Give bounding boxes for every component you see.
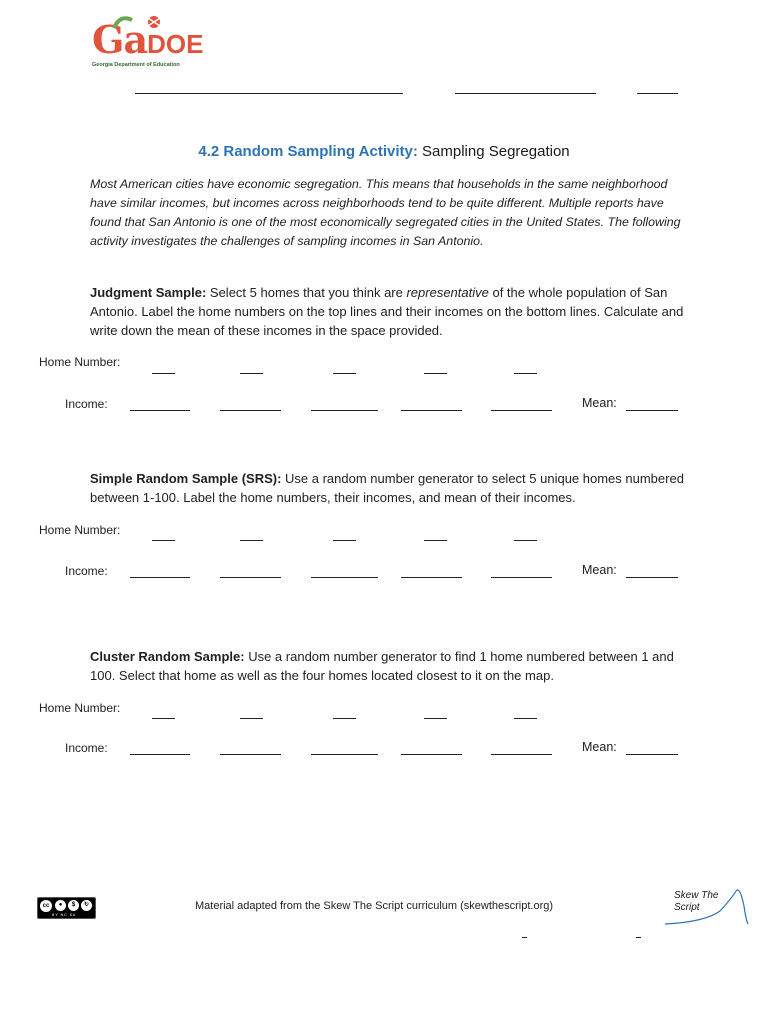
cc-license-text: BY NC SA (52, 913, 77, 917)
income-label: Income: (65, 564, 108, 578)
intro-paragraph: Most American cities have economic segregation. This means that households in the same neighborhood have similar incomes, but incomes across neighborhoods tend to be quite different. Multiple reports have found that San Antonio is one of the most economically segregated cities in the United States. The following activity investigates the challenges of sampling incomes in San Antonio. (90, 177, 681, 248)
income-blank[interactable] (130, 410, 190, 411)
home-number-blank[interactable] (333, 373, 356, 374)
home-number-label: Home Number: (39, 523, 121, 537)
judgment-text-a: Select 5 homes that you think are (206, 285, 407, 300)
srs-heading: Simple Random Sample (SRS): (90, 471, 282, 486)
title-activity-name: Sampling Segregation (417, 143, 570, 160)
income-blank[interactable] (491, 410, 552, 411)
home-number-blank[interactable] (152, 373, 175, 374)
income-blank[interactable] (220, 410, 281, 411)
skew-logo-line1: Skew The (674, 890, 719, 901)
sa-icon: ↻ (81, 900, 92, 911)
home-number-blank[interactable] (240, 718, 263, 719)
cluster-sample-heading: Cluster Random Sample: (90, 649, 245, 664)
mean-blank[interactable] (626, 410, 678, 411)
footer-dash (522, 937, 527, 938)
home-number-blank[interactable] (514, 718, 537, 719)
home-number-blank[interactable] (152, 718, 175, 719)
judgment-text-italic: representative (406, 285, 489, 300)
cluster-sample-text: Use a random number generator to find 1 home numbered between 1 and 100. Select that home as well as the four homes located closest to it on the map. (90, 649, 674, 683)
logo-subtitle: Georgia Department of Education (92, 62, 180, 68)
income-label: Income: (65, 741, 108, 755)
footer-dash (636, 937, 641, 938)
home-number-label: Home Number: (39, 701, 121, 715)
logo-doe: DOE (147, 29, 204, 59)
judgment-sample-heading: Judgment Sample: (90, 285, 207, 300)
date-line (455, 93, 596, 94)
income-blank[interactable] (401, 577, 462, 578)
home-number-blank[interactable] (240, 373, 263, 374)
home-number-blank[interactable] (333, 718, 356, 719)
nc-icon: $ (68, 900, 79, 911)
mean-label: Mean: (582, 740, 617, 754)
logo-letter-g: G (92, 17, 124, 62)
peach-leaf-icon (110, 12, 170, 32)
home-number-blank[interactable] (240, 540, 263, 541)
logo-letter-a: a (123, 17, 148, 62)
cluster-sample-instructions (90, 647, 685, 685)
income-blank[interactable] (491, 754, 552, 755)
home-number-blank[interactable] (152, 540, 175, 541)
mean-blank[interactable] (626, 577, 678, 578)
skew-logo-line2: Script (674, 902, 700, 913)
mean-blank[interactable] (626, 754, 678, 755)
cc-icon: cc (40, 900, 52, 912)
home-number-blank[interactable] (333, 540, 356, 541)
income-blank[interactable] (311, 410, 378, 411)
title-activity-number: 4.2 Random Sampling Activity: (198, 143, 418, 160)
income-blank[interactable] (311, 754, 378, 755)
income-blank[interactable] (311, 577, 378, 578)
period-line (637, 93, 678, 94)
srs-instructions (90, 469, 685, 507)
home-number-blank[interactable] (514, 373, 537, 374)
skew-the-script-logo (660, 886, 750, 931)
page-title (0, 143, 768, 160)
income-blank[interactable] (130, 577, 190, 578)
income-blank[interactable] (401, 754, 462, 755)
mean-label: Mean: (582, 563, 617, 577)
income-label: Income: (65, 397, 108, 411)
skew-curve-icon (660, 886, 750, 931)
home-number-label: Home Number: (39, 355, 121, 369)
home-number-blank[interactable] (514, 540, 537, 541)
home-number-blank[interactable] (424, 540, 447, 541)
name-line (135, 93, 403, 94)
srs-text: Use a random number generator to select 5 unique homes numbered between 1-100. Label the home numbers, their incomes, and mean of their incomes. (90, 471, 684, 505)
income-blank[interactable] (491, 577, 552, 578)
judgment-sample-instructions (90, 283, 685, 340)
gadoe-logo (92, 12, 214, 74)
income-blank[interactable] (220, 754, 281, 755)
creative-commons-badge[interactable] (37, 897, 96, 919)
by-icon: ● (55, 900, 66, 911)
income-blank[interactable] (130, 754, 190, 755)
judgment-text-b: of the whole population of San Antonio. Label the home numbers on the top lines and their incomes on the bottom lines. Calculate and write down the mean of these incomes in the space provided. (90, 285, 684, 338)
footer-credit: Material adapted from the Skew The Script curriculum (skewthescript.org) (195, 900, 554, 912)
income-blank[interactable] (220, 577, 281, 578)
home-number-blank[interactable] (424, 373, 447, 374)
home-number-blank[interactable] (424, 718, 447, 719)
mean-label: Mean: (582, 396, 617, 410)
income-blank[interactable] (401, 410, 462, 411)
